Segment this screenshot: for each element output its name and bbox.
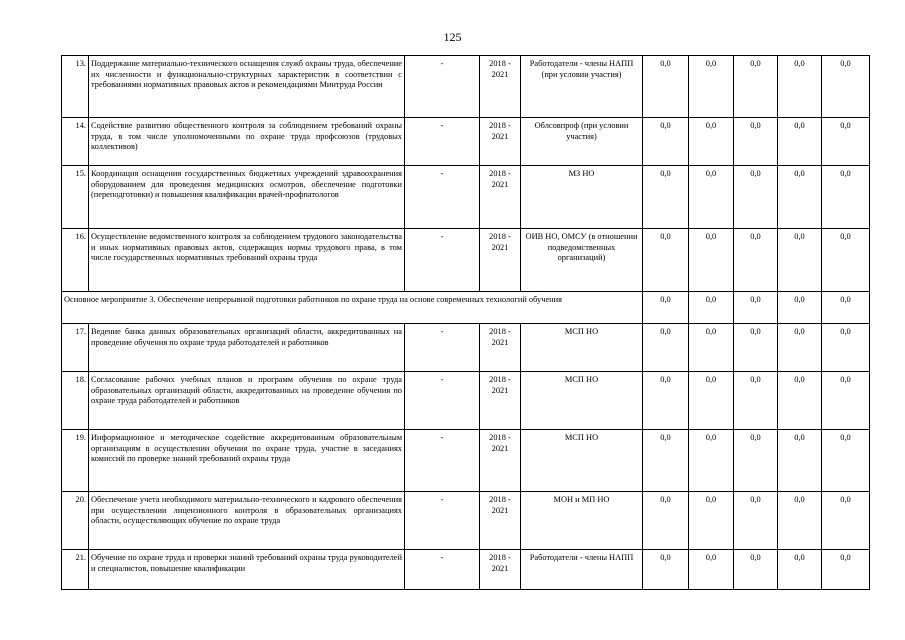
executor-cell: МЗ НО: [521, 166, 643, 229]
table-row: [62, 56, 870, 118]
dash-cell: -: [405, 56, 480, 118]
value-cell: 0,0: [689, 492, 734, 550]
period-cell: [480, 166, 521, 229]
value-cell: 0,0: [643, 166, 689, 229]
value-cell: 0,0: [643, 56, 689, 118]
activity-name: Координация оснащения государственных бюджетных учреждений здравоохранения оборудованием для проведения медицинских осмотров, обеспечение подготовки (переподготовки) и повышения квалификации врачей-профпатологов: [89, 166, 405, 229]
period-start: 2018 -: [489, 327, 511, 336]
row-number: 19.: [62, 430, 89, 492]
row-number: 16.: [62, 229, 89, 292]
value-cell: 0,0: [689, 229, 734, 292]
period-start: 2018 -: [489, 121, 511, 130]
value-cell: 0,0: [643, 118, 689, 166]
period-end: 2021: [491, 131, 509, 141]
period-end: 2021: [491, 242, 509, 252]
activity-name: Согласование рабочих учебных планов и программ обучения по охране труда образовательных организаций области, аккредитованных на проведение обучения по охране труда работодателей и работников: [89, 372, 405, 430]
value-cell: 0,0: [822, 292, 870, 324]
period-cell: [480, 492, 521, 550]
executor-cell: МСП НО: [521, 324, 643, 372]
row-number: 15.: [62, 166, 89, 229]
value-cell: 0,0: [689, 372, 734, 430]
dash-cell: -: [405, 324, 480, 372]
period-start: 2018 -: [489, 433, 511, 442]
value-cell: 0,0: [778, 372, 822, 430]
executor-cell: ОИВ НО, ОМСУ (в отношении подведомственных организаций): [521, 229, 643, 292]
period-start: 2018 -: [489, 375, 511, 384]
table-row: [62, 492, 870, 550]
value-cell: 0,0: [734, 550, 778, 590]
row-number: 13.: [62, 56, 89, 118]
dash-cell: -: [405, 229, 480, 292]
row-number: 21.: [62, 550, 89, 590]
value-cell: 0,0: [689, 118, 734, 166]
table-row: [62, 166, 870, 229]
value-cell: 0,0: [734, 324, 778, 372]
table-row: [62, 118, 870, 166]
dash-cell: -: [405, 550, 480, 590]
executor-cell: МСП НО: [521, 430, 643, 492]
value-cell: 0,0: [822, 118, 870, 166]
activity-name: Поддержание материально-технического оснащения служб охраны труда, обеспечение их численности и функционально-структурных характеристик в соответствии с требованиями нормативных правовых актов и рекомендациями Минтруда России: [89, 56, 405, 118]
value-cell: 0,0: [689, 56, 734, 118]
value-cell: 0,0: [778, 324, 822, 372]
row-number: 17.: [62, 324, 89, 372]
value-cell: 0,0: [734, 118, 778, 166]
value-cell: 0,0: [689, 324, 734, 372]
period-end: 2021: [491, 563, 509, 573]
activity-name: Содействие развитию общественного контроля за соблюдением требований охраны труда, в том числе уполномоченными по охране труда профсоюзов (трудовых коллективов): [89, 118, 405, 166]
value-cell: 0,0: [689, 550, 734, 590]
executor-cell: Работодатели - члены НАПП (при условии участия): [521, 56, 643, 118]
value-cell: 0,0: [778, 492, 822, 550]
value-cell: 0,0: [643, 292, 689, 324]
value-cell: 0,0: [734, 492, 778, 550]
value-cell: 0,0: [734, 166, 778, 229]
period-start: 2018 -: [489, 495, 511, 504]
dash-cell: -: [405, 430, 480, 492]
executor-cell: Облсовпроф (при условии участия): [521, 118, 643, 166]
value-cell: 0,0: [689, 430, 734, 492]
table-body: [62, 56, 870, 590]
value-cell: 0,0: [778, 430, 822, 492]
value-cell: 0,0: [822, 492, 870, 550]
period-cell: [480, 229, 521, 292]
value-cell: 0,0: [778, 292, 822, 324]
activity-name: Ведение банка данных образовательных организаций области, аккредитованных на проведение обучения по охране труда работодателей и работников: [89, 324, 405, 372]
value-cell: 0,0: [689, 292, 734, 324]
dash-cell: -: [405, 118, 480, 166]
value-cell: 0,0: [734, 56, 778, 118]
value-cell: 0,0: [822, 229, 870, 292]
dash-cell: -: [405, 372, 480, 430]
value-cell: 0,0: [778, 118, 822, 166]
value-cell: 0,0: [734, 372, 778, 430]
value-cell: 0,0: [822, 430, 870, 492]
table-row: [62, 372, 870, 430]
value-cell: 0,0: [778, 56, 822, 118]
page-number: 125: [443, 30, 462, 44]
value-cell: 0,0: [822, 550, 870, 590]
value-cell: 0,0: [778, 229, 822, 292]
value-cell: 0,0: [822, 56, 870, 118]
value-cell: 0,0: [778, 550, 822, 590]
value-cell: 0,0: [643, 372, 689, 430]
group-title: Основное мероприятие 3. Обеспечение непрерывной подготовки работников по охране труда на основе современных технологий обучения: [62, 292, 643, 324]
period-end: 2021: [491, 385, 509, 395]
period-cell: [480, 550, 521, 590]
period-end: 2021: [491, 337, 509, 347]
dash-cell: -: [405, 166, 480, 229]
activity-name: Информационное и методическое содействие аккредитованным образовательным организациям в осуществлении обучения по охране труда, участие в заседаниях комиссий по проверке знаний требований охраны труда: [89, 430, 405, 492]
table-row: [62, 229, 870, 292]
value-cell: 0,0: [643, 492, 689, 550]
value-cell: 0,0: [778, 166, 822, 229]
activity-name: Обучение по охране труда и проверки знаний требований охраны труда руководителей и специалистов, повышение квалификации: [89, 550, 405, 590]
period-start: 2018 -: [489, 232, 511, 241]
value-cell: 0,0: [734, 430, 778, 492]
activity-name: Обеспечение учета необходимого материально-технического и кадрового обеспечения при осуществлении лицензионного контроля в образовательных организациях области, осуществляющих обучение по охране труда: [89, 492, 405, 550]
value-cell: 0,0: [822, 324, 870, 372]
executor-cell: МОН и МП НО: [521, 492, 643, 550]
table-row: [62, 324, 870, 372]
period-cell: [480, 324, 521, 372]
period-end: 2021: [491, 179, 509, 189]
value-cell: 0,0: [689, 166, 734, 229]
period-start: 2018 -: [489, 59, 511, 68]
program-table: [61, 55, 870, 590]
value-cell: 0,0: [643, 229, 689, 292]
table-row: [62, 550, 870, 590]
row-number: 20.: [62, 492, 89, 550]
row-number: 14.: [62, 118, 89, 166]
activity-name: Осуществление ведомственного контроля за соблюдением трудового законодательства и иных нормативных правовых актов, содержащих нормы трудового права, в том числе государственных нормативных требований охраны труда: [89, 229, 405, 292]
dash-cell: -: [405, 492, 480, 550]
period-start: 2018 -: [489, 553, 511, 562]
period-start: 2018 -: [489, 169, 511, 178]
period-cell: [480, 372, 521, 430]
value-cell: 0,0: [643, 550, 689, 590]
value-cell: 0,0: [822, 372, 870, 430]
group-header-row: [62, 292, 870, 324]
period-cell: [480, 118, 521, 166]
period-end: 2021: [491, 443, 509, 453]
period-cell: [480, 56, 521, 118]
value-cell: 0,0: [643, 324, 689, 372]
period-end: 2021: [491, 69, 509, 79]
value-cell: 0,0: [734, 292, 778, 324]
executor-cell: МСП НО: [521, 372, 643, 430]
row-number: 18.: [62, 372, 89, 430]
executor-cell: Работодатели - члены НАПП: [521, 550, 643, 590]
period-cell: [480, 430, 521, 492]
period-end: 2021: [491, 505, 509, 515]
table-row: [62, 430, 870, 492]
value-cell: 0,0: [734, 229, 778, 292]
value-cell: 0,0: [643, 430, 689, 492]
value-cell: 0,0: [822, 166, 870, 229]
